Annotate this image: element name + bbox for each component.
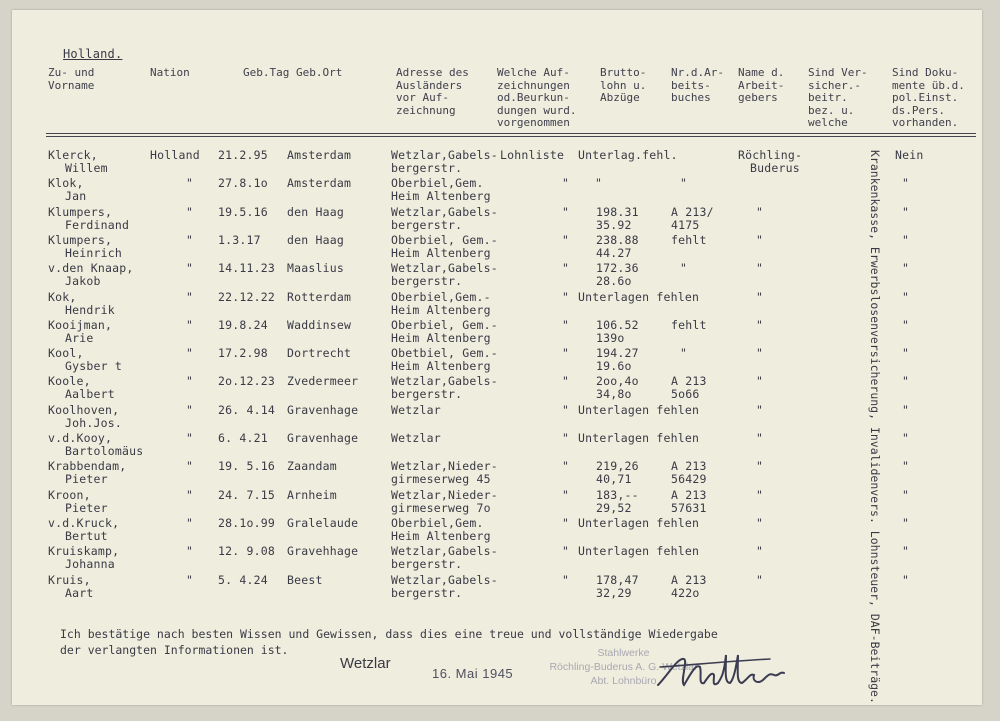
cell-nation: " (186, 346, 194, 361)
cell-rec: " (562, 572, 570, 587)
cell-addr2: Heim Altenberg (391, 330, 491, 345)
stamp-line: Stahlwerke (597, 647, 650, 659)
cell-rec: " (562, 459, 570, 474)
cell-place: Gravenhage (287, 431, 359, 445)
cell-name1: Koole, (48, 374, 91, 389)
cell-nation: " (186, 317, 194, 332)
cell-addr1: Wetzlar,Gabels- (391, 261, 498, 276)
cell-nation: " (186, 544, 194, 559)
cell-emp1: " (756, 289, 764, 304)
place-name: Wetzlar (340, 655, 391, 672)
cell-wage2: 40,71 (596, 472, 632, 487)
cell-emp1: Röchling- (738, 148, 803, 162)
cell-name1: Kruiskamp, (48, 544, 120, 559)
cell-emp1: " (756, 232, 764, 247)
cell-book2: 57631 (671, 500, 707, 515)
cell-wage1: Unterlagen fehlen (578, 515, 700, 530)
cell-rec: " (562, 289, 570, 304)
cell-book1: " (680, 176, 688, 191)
header-employer: Name d. Arbeit- gebers (738, 66, 785, 104)
cell-name2: Aart (65, 585, 94, 600)
cell-name1: Klumpers, (48, 232, 113, 247)
cell-rec: " (562, 346, 570, 361)
cell-book2: 4175 (671, 217, 700, 232)
cell-name2: Gysber t (65, 359, 122, 374)
cell-addr1: Oberbiel,Gem.- (391, 289, 491, 304)
cell-doc: " (902, 487, 910, 502)
header-rule-top (46, 133, 976, 134)
cell-book1: fehlt (671, 317, 707, 332)
cell-name1: Klerck, (48, 148, 98, 162)
cell-date: 17.2.98 (218, 346, 268, 361)
cell-name1: Klok, (48, 176, 84, 191)
cell-name1: Klumpers, (48, 204, 113, 219)
cell-nation: Holland (150, 148, 200, 162)
cell-emp1: " (756, 515, 764, 530)
cell-nation: " (186, 402, 194, 417)
cell-date: 21.2.95 (218, 148, 268, 162)
cell-name1: Koolhoven, (48, 402, 120, 417)
cell-date: 24. 7.15 (218, 487, 275, 502)
cell-name1: v.d.Kooy, (48, 431, 113, 445)
cell-addr1: Wetzlar,Gabels- (391, 572, 498, 587)
cell-rec: " (562, 317, 570, 332)
document-title: Holland. (63, 47, 123, 61)
cell-book1: fehlt (671, 232, 707, 247)
cell-addr1: Wetzlar (391, 402, 441, 417)
cell-book1: A 213 (671, 487, 707, 502)
cell-date: 12. 9.08 (218, 544, 275, 559)
cell-doc: " (902, 176, 910, 191)
cell-rec: " (562, 402, 570, 417)
cell-addr1: Wetzlar,Nieder- (391, 487, 498, 502)
cell-rec: " (562, 544, 570, 559)
cell-rec: " (562, 374, 570, 389)
cell-doc: " (902, 515, 910, 530)
cell-doc: " (902, 402, 910, 417)
header-records: Welche Auf- zeichnungen od.Beurkun- dungen wurd. vorgenommen (497, 66, 577, 129)
cell-addr2: girmeserweg 45 (391, 472, 491, 487)
cell-emp1: " (756, 459, 764, 474)
cell-wage1: 106.52 (596, 317, 639, 332)
cell-name1: v.den Knaap, (48, 261, 134, 276)
cell-book1: A 213/ (671, 204, 714, 219)
cell-addr1: Wetzlar (391, 431, 441, 445)
cell-wage2: 34,8o (596, 387, 632, 402)
stamp-line: Abt. Lohnbüro (590, 675, 657, 687)
cell-name1: Krabbendam, (48, 459, 127, 474)
cell-book1: A 213 (671, 459, 707, 474)
cell-addr2: bergerstr. (391, 217, 463, 232)
cell-addr2: bergerstr. (391, 387, 463, 402)
cell-doc: " (902, 374, 910, 389)
cell-book1: " (680, 346, 688, 361)
cell-book2: 422o (671, 585, 700, 600)
header-documents: Sind Doku- mente üb.d. pol.Einst. ds.Pers. vorhanden. (892, 66, 965, 129)
cell-addr1: Oberbiel,Gem. (391, 515, 484, 530)
cell-place: Maaslius (287, 261, 344, 276)
cell-place: den Haag (287, 204, 344, 219)
cell-place: Waddinsew (287, 317, 352, 332)
cell-wage1: Unterlagen fehlen (578, 289, 700, 304)
cell-addr1: Wetzlar,Gabels- (391, 148, 498, 162)
cell-emp1: " (756, 204, 764, 219)
cell-date: 1.3.17 (218, 232, 261, 247)
cell-emp1: " (756, 346, 764, 361)
cell-date: 2o.12.23 (218, 374, 275, 389)
cell-wage1: 172.36 (596, 261, 639, 276)
cell-emp2: Buderus (750, 161, 800, 175)
cell-nation: " (186, 289, 194, 304)
cell-doc: " (902, 232, 910, 247)
cell-doc: " (902, 544, 910, 559)
cell-addr2: bergerstr. (391, 557, 463, 572)
cell-emp1: " (756, 402, 764, 417)
confirmation-text: Ich bestätige nach besten Wissen und Gewissen, dass dies eine treue und vollständige Wiedergabe der verlangten Informationen ist. (60, 627, 718, 657)
cell-rec: " (562, 431, 570, 445)
cell-addr2: girmeserweg 7o (391, 500, 491, 515)
cell-name2: Bertut (65, 528, 108, 543)
cell-addr1: Wetzlar,Gabels- (391, 544, 498, 559)
cell-addr1: Wetzlar,Gabels- (391, 204, 498, 219)
cell-name2: Arie (65, 330, 94, 345)
cell-wage1: 219,26 (596, 459, 639, 474)
cell-rec: " (562, 176, 570, 191)
cell-doc: Nein (895, 148, 924, 162)
cell-book2: 5o66 (671, 387, 700, 402)
cell-wage2: 139o (596, 330, 625, 345)
cell-date: 19.5.16 (218, 204, 268, 219)
cell-wage1: 238.88 (596, 232, 639, 247)
cell-name2: Joh.Jos. (65, 415, 122, 430)
cell-name2: Pieter (65, 472, 108, 487)
cell-rec: " (562, 487, 570, 502)
cell-wage2: 29,52 (596, 500, 632, 515)
cell-wage1: Unterlagen fehlen (578, 544, 700, 559)
cell-name2: Aalbert (65, 387, 115, 402)
cell-addr2: bergerstr. (391, 161, 463, 175)
cell-place: Gravehhage (287, 544, 359, 559)
cell-place: Dortrecht (287, 346, 352, 361)
cell-name1: Kool, (48, 346, 84, 361)
header-nation: Nation (150, 66, 190, 79)
cell-addr1: Wetzlar,Gabels- (391, 374, 498, 389)
cell-place: Gravenhage (287, 402, 359, 417)
cell-date: 5. 4.24 (218, 572, 268, 587)
cell-name1: Kruis, (48, 572, 91, 587)
cell-rec: Lohnliste (500, 148, 565, 162)
cell-addr2: Heim Altenberg (391, 359, 491, 374)
cell-date: 27.8.1o (218, 176, 268, 191)
cell-place: Amsterdam (287, 148, 352, 162)
stamp-line: Röchling-Buderus A. G. Wetzlar (549, 661, 698, 673)
cell-date: 26. 4.14 (218, 402, 275, 417)
header-rule-bottom (46, 136, 976, 137)
cell-name2: Willem (65, 161, 108, 175)
signature-scribble (650, 645, 800, 700)
cell-doc: " (902, 289, 910, 304)
cell-book1: A 213 (671, 572, 707, 587)
cell-wage1: 198.31 (596, 204, 639, 219)
cell-book1: " (680, 261, 688, 276)
insurance-note: Krankenkasse, Erwerbslosenversicherung, Invalidenvers. Lohnsteuer, DAF-Beiträge. (868, 150, 882, 704)
cell-place: Gralelaude (287, 515, 359, 530)
cell-nation: " (186, 431, 194, 445)
cell-nation: " (186, 374, 194, 389)
cell-addr2: Heim Altenberg (391, 528, 491, 543)
cell-name2: Pieter (65, 500, 108, 515)
cell-addr1: Wetzlar,Nieder- (391, 459, 498, 474)
cell-doc: " (902, 572, 910, 587)
cell-wage1: 178,47 (596, 572, 639, 587)
cell-addr2: Heim Altenberg (391, 189, 491, 204)
cell-place: Amsterdam (287, 176, 352, 191)
cell-name1: Kooijman, (48, 317, 113, 332)
cell-wage2: 28.6o (596, 274, 632, 289)
header-insurance: Sind Ver- sicher.- beitr. bez. u. welche (808, 66, 868, 129)
cell-doc: " (902, 317, 910, 332)
cell-rec: " (562, 261, 570, 276)
cell-place: Arnheim (287, 487, 337, 502)
cell-nation: " (186, 204, 194, 219)
cell-name2: Bartolomäus (65, 444, 144, 458)
cell-date: 28.1o.99 (218, 515, 275, 530)
cell-wage1: 183,-- (596, 487, 639, 502)
cell-doc: " (902, 346, 910, 361)
cell-name2: Heinrich (65, 245, 122, 260)
cell-date: 19.8.24 (218, 317, 268, 332)
cell-wage1: Unterlagen fehlen (578, 402, 700, 417)
cell-addr1: Oberbiel,Gem. (391, 176, 484, 191)
cell-nation: " (186, 515, 194, 530)
cell-addr2: bergerstr. (391, 274, 463, 289)
cell-doc: " (902, 261, 910, 276)
cell-name2: Hendrik (65, 302, 115, 317)
cell-wage1: " (595, 176, 603, 191)
cell-place: Rotterdam (287, 289, 352, 304)
cell-rec: " (562, 515, 570, 530)
cell-date: 19. 5.16 (218, 459, 275, 474)
cell-addr1: Obetbiel, Gem.- (391, 346, 498, 361)
date-stamp: 16. Mai 1945 (432, 666, 514, 681)
cell-nation: " (186, 176, 194, 191)
cell-nation: " (186, 572, 194, 587)
cell-name1: Kroon, (48, 487, 91, 502)
cell-place: Beest (287, 572, 323, 587)
header-address: Adresse des Ausländers vor Auf- zeichnung (396, 66, 469, 117)
cell-book2: 56429 (671, 472, 707, 487)
cell-date: 14.11.23 (218, 261, 275, 276)
cell-emp1: " (756, 487, 764, 502)
cell-emp1: " (756, 374, 764, 389)
cell-book1: A 213 (671, 374, 707, 389)
cell-addr2: Heim Altenberg (391, 245, 491, 260)
cell-wage1: 194.27 (596, 346, 639, 361)
cell-wage2: 32,29 (596, 585, 632, 600)
cell-addr1: Oberbiel, Gem.- (391, 232, 498, 247)
cell-wage1: Unterlagen fehlen (578, 431, 700, 445)
header-workbook: Nr.d.Ar- beits- buches (671, 66, 724, 104)
cell-place: Zvedermeer (287, 374, 359, 389)
cell-emp1: " (756, 431, 764, 445)
cell-name2: Ferdinand (65, 217, 130, 232)
cell-rec: " (562, 204, 570, 219)
cell-wage2: 35.92 (596, 217, 632, 232)
header-name: Zu- und Vorname (48, 66, 95, 92)
cell-emp1: " (756, 572, 764, 587)
cell-place: den Haag (287, 232, 344, 247)
cell-emp1: " (756, 261, 764, 276)
cell-doc: " (902, 431, 910, 445)
cell-nation: " (186, 261, 194, 276)
cell-date: 6. 4.21 (218, 431, 268, 445)
cell-name1: Kok, (48, 289, 77, 304)
cell-doc: " (902, 459, 910, 474)
cell-wage1: Unterlag.fehl. (578, 148, 678, 162)
cell-addr2: bergerstr. (391, 585, 463, 600)
cell-addr1: Oberbiel, Gem.- (391, 317, 498, 332)
header-wage: Brutto- lohn u. Abzüge (600, 66, 647, 104)
header-birth: Geb.Tag Geb.Ort (243, 66, 343, 79)
cell-nation: " (186, 459, 194, 474)
cell-wage1: 2oo,4o (596, 374, 639, 389)
cell-doc: " (902, 204, 910, 219)
cell-name1: v.d.Kruck, (48, 515, 120, 530)
cell-emp1: " (756, 544, 764, 559)
cell-place: Zaandam (287, 459, 337, 474)
cell-addr2: Heim Altenberg (391, 302, 491, 317)
cell-rec: " (562, 232, 570, 247)
cell-date: 22.12.22 (218, 289, 275, 304)
cell-nation: " (186, 232, 194, 247)
cell-emp1: " (756, 317, 764, 332)
cell-wage2: 19.6o (596, 359, 632, 374)
cell-name2: Jakob (65, 274, 101, 289)
cell-name2: Johanna (65, 557, 115, 572)
cell-name2: Jan (65, 189, 87, 204)
cell-wage2: 44.27 (596, 245, 632, 260)
cell-nation: " (186, 487, 194, 502)
